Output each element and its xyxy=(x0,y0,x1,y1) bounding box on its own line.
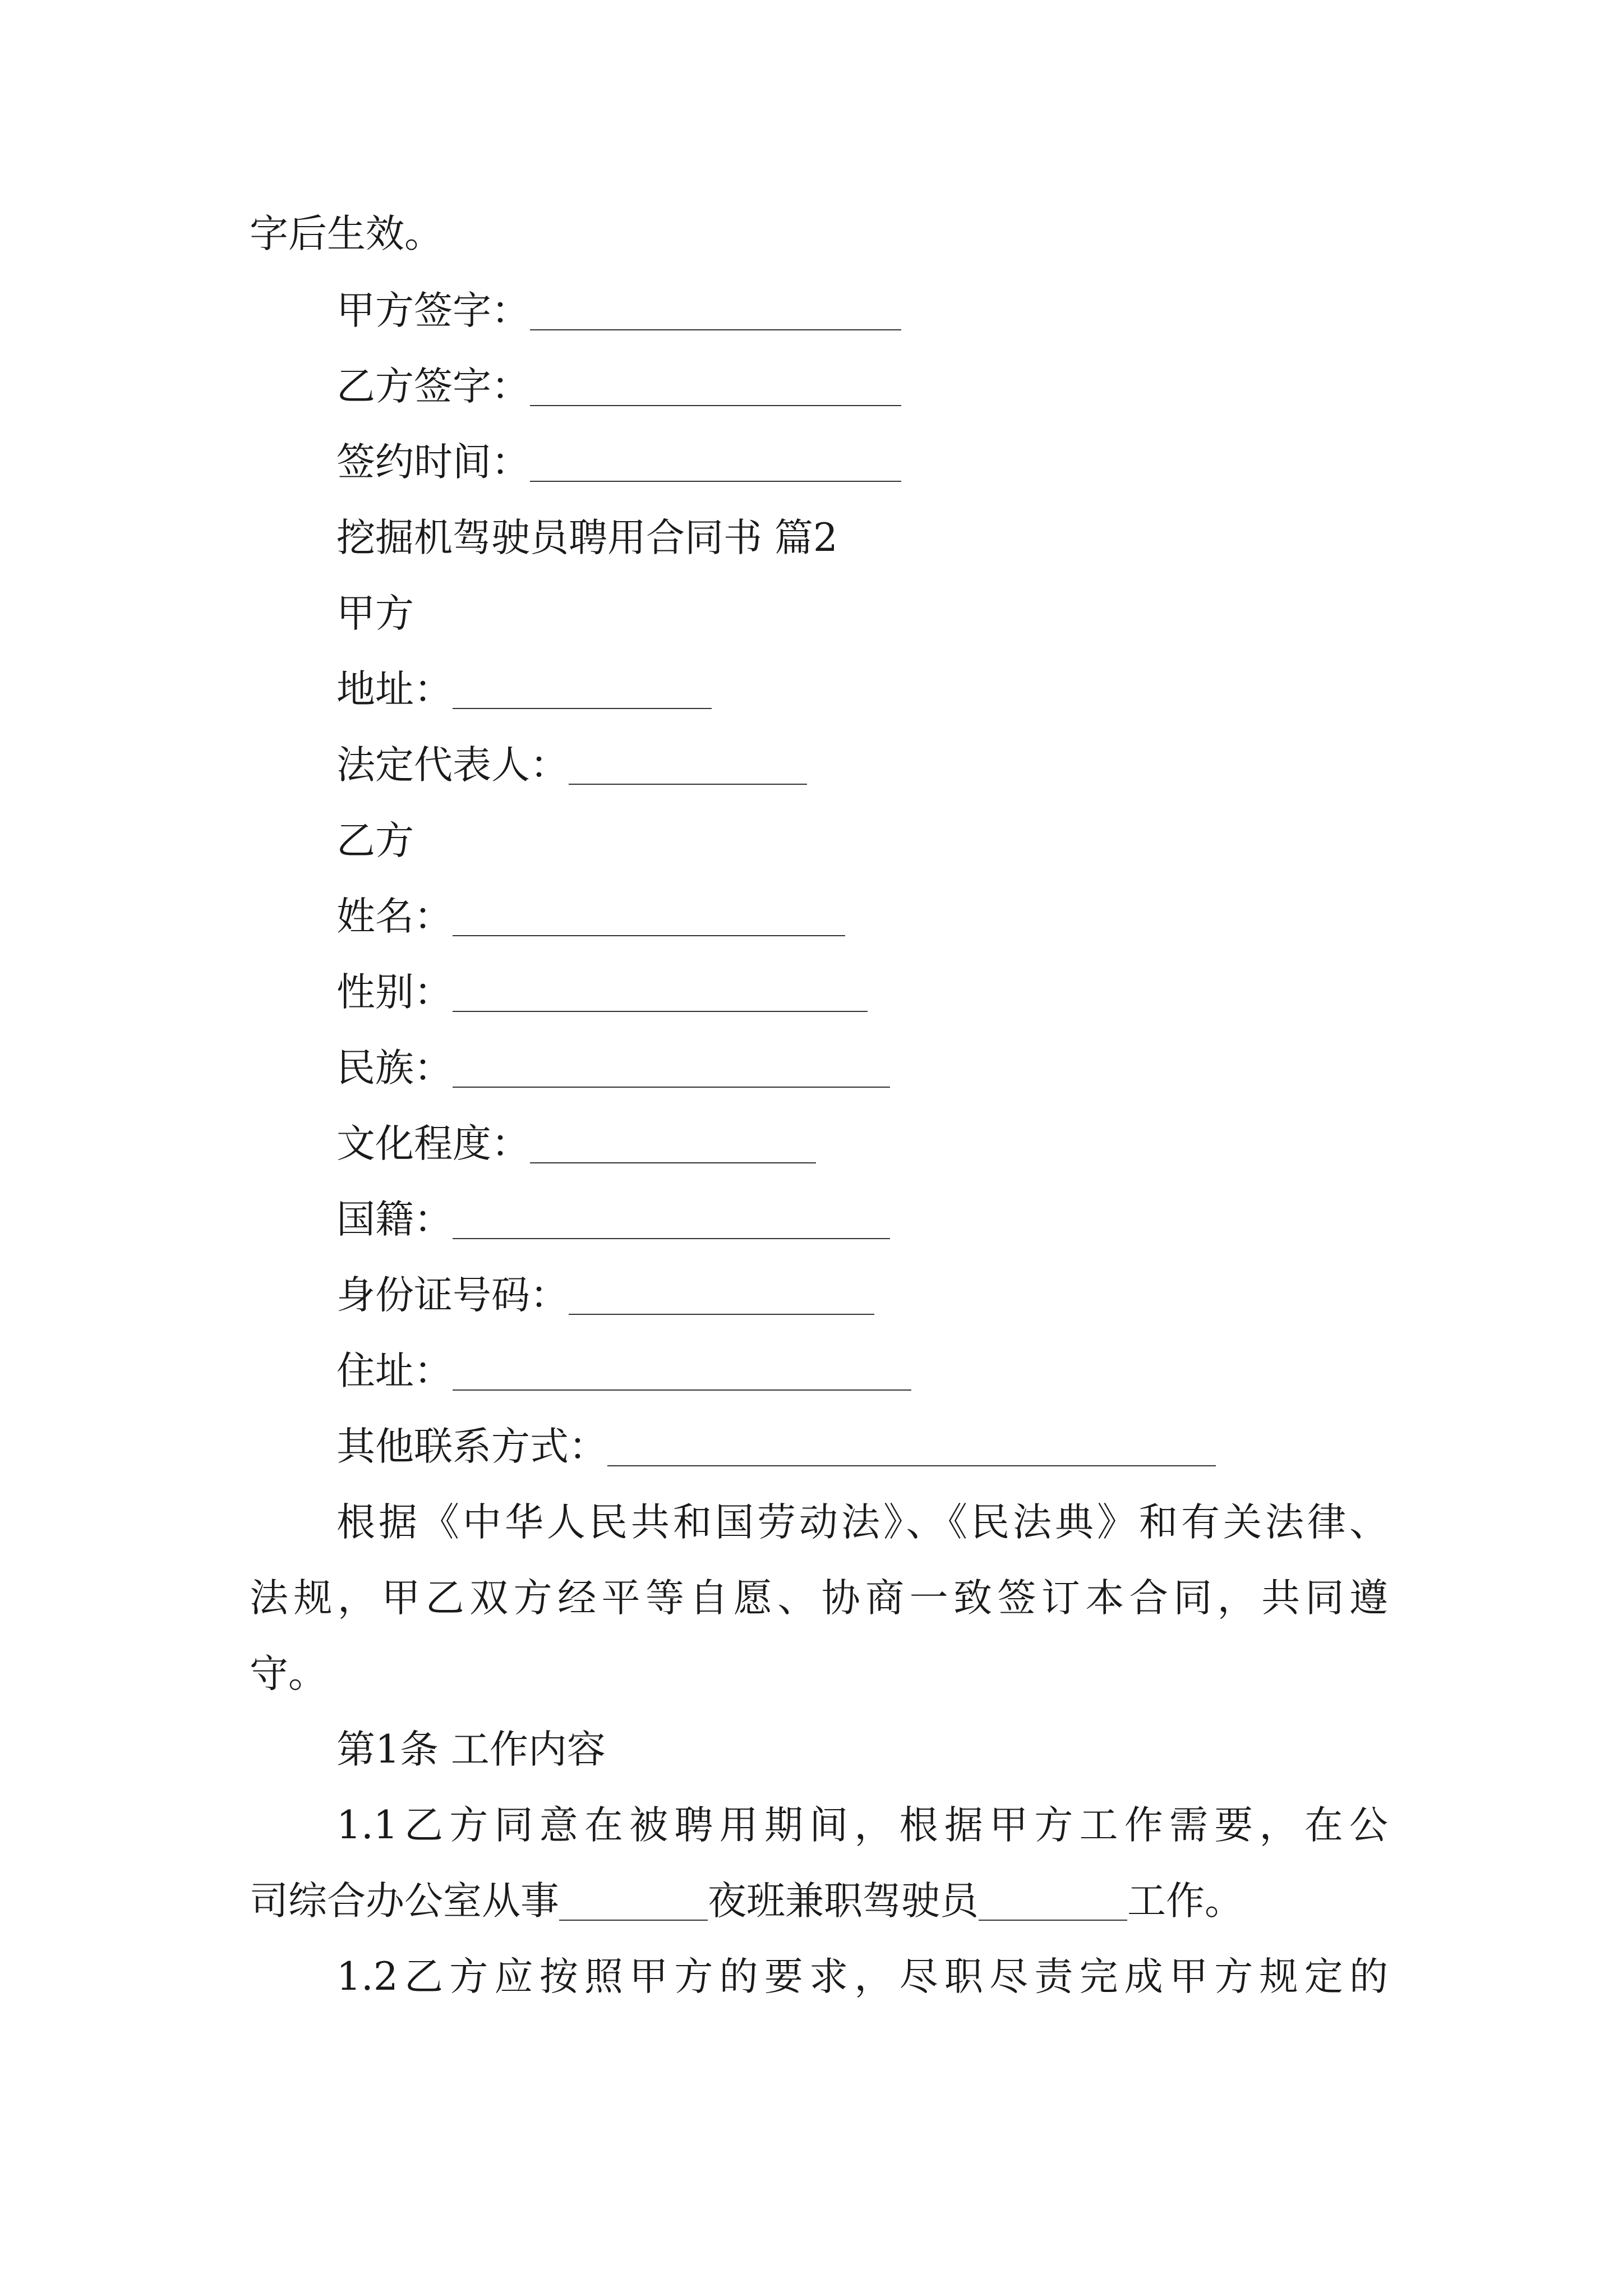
address-label: 地址： xyxy=(336,667,453,712)
gender-field xyxy=(336,970,868,1015)
education-blank[interactable] xyxy=(530,1162,816,1163)
signature-party-a xyxy=(336,288,901,333)
signing-time xyxy=(336,440,901,485)
residence-field xyxy=(336,1349,911,1393)
signing-time-blank[interactable] xyxy=(530,480,901,482)
paragraph-line: 法规，甲乙双方经平等自愿、协商一致签订本合同，共同遵 xyxy=(250,1576,1388,1621)
nationality-label: 国籍： xyxy=(336,1197,453,1242)
gender-label: 性别： xyxy=(336,970,453,1015)
nationality-field xyxy=(336,1197,890,1242)
signature-party-a-blank[interactable] xyxy=(530,329,901,330)
id-number-field xyxy=(336,1273,874,1318)
nationality-blank[interactable] xyxy=(453,1237,890,1239)
id-number-blank[interactable] xyxy=(569,1313,874,1315)
job-blank-after[interactable] xyxy=(979,1919,1127,1921)
job-title: 夜班兼职驾驶员 xyxy=(708,1879,979,1924)
party-b-title: 乙方 xyxy=(336,818,414,863)
ethnicity-blank[interactable] xyxy=(453,1086,890,1088)
party-a-title: 甲方 xyxy=(336,591,414,636)
residence-blank[interactable] xyxy=(453,1389,911,1391)
residence-label: 住址： xyxy=(336,1349,453,1393)
legal-representative-label: 法定代表人： xyxy=(336,743,569,788)
section-heading: 挖掘机驾驶员聘用合同书 篇2 xyxy=(336,516,838,560)
legal-representative-field xyxy=(336,743,807,788)
name-label: 姓名： xyxy=(336,894,453,939)
paragraph-line: 根据《中华人民共和国劳动法》、《民法典》和有关法律、 xyxy=(336,1500,1388,1545)
signature-party-b-blank[interactable] xyxy=(530,404,901,406)
clause-line xyxy=(250,1879,1243,1924)
id-number-label: 身份证号码： xyxy=(336,1273,569,1318)
clause-line: 1.1乙方同意在被聘用期间，根据甲方工作需要，在公 xyxy=(336,1803,1388,1848)
signing-time-label: 签约时间： xyxy=(336,440,530,485)
signature-party-b-label: 乙方签字： xyxy=(336,364,530,409)
article-heading: 第1条 工作内容 xyxy=(336,1727,606,1772)
paragraph-line: 守。 xyxy=(250,1651,327,1696)
clause-text: 司综合办公室从事 xyxy=(250,1879,559,1924)
contact-blank[interactable] xyxy=(607,1465,1216,1466)
text-line: 字后生效。 xyxy=(250,211,443,256)
signature-party-b xyxy=(336,364,901,409)
contact-label: 其他联系方式： xyxy=(336,1424,607,1469)
address-blank[interactable] xyxy=(453,707,712,709)
clause-text: 工作。 xyxy=(1127,1879,1243,1924)
ethnicity-field xyxy=(336,1046,890,1091)
clause-line: 1.2乙方应按照甲方的要求，尽职尽责完成甲方规定的 xyxy=(336,1954,1388,1999)
name-field xyxy=(336,894,845,939)
job-blank-before[interactable] xyxy=(559,1919,708,1921)
address-field xyxy=(336,667,712,712)
education-field xyxy=(336,1121,816,1166)
contact-field xyxy=(336,1424,1216,1469)
signature-party-a-label: 甲方签字： xyxy=(336,288,530,333)
ethnicity-label: 民族： xyxy=(336,1046,453,1091)
name-blank[interactable] xyxy=(453,935,845,936)
education-label: 文化程度： xyxy=(336,1121,530,1166)
legal-representative-blank[interactable] xyxy=(569,783,807,785)
gender-blank[interactable] xyxy=(453,1010,868,1012)
